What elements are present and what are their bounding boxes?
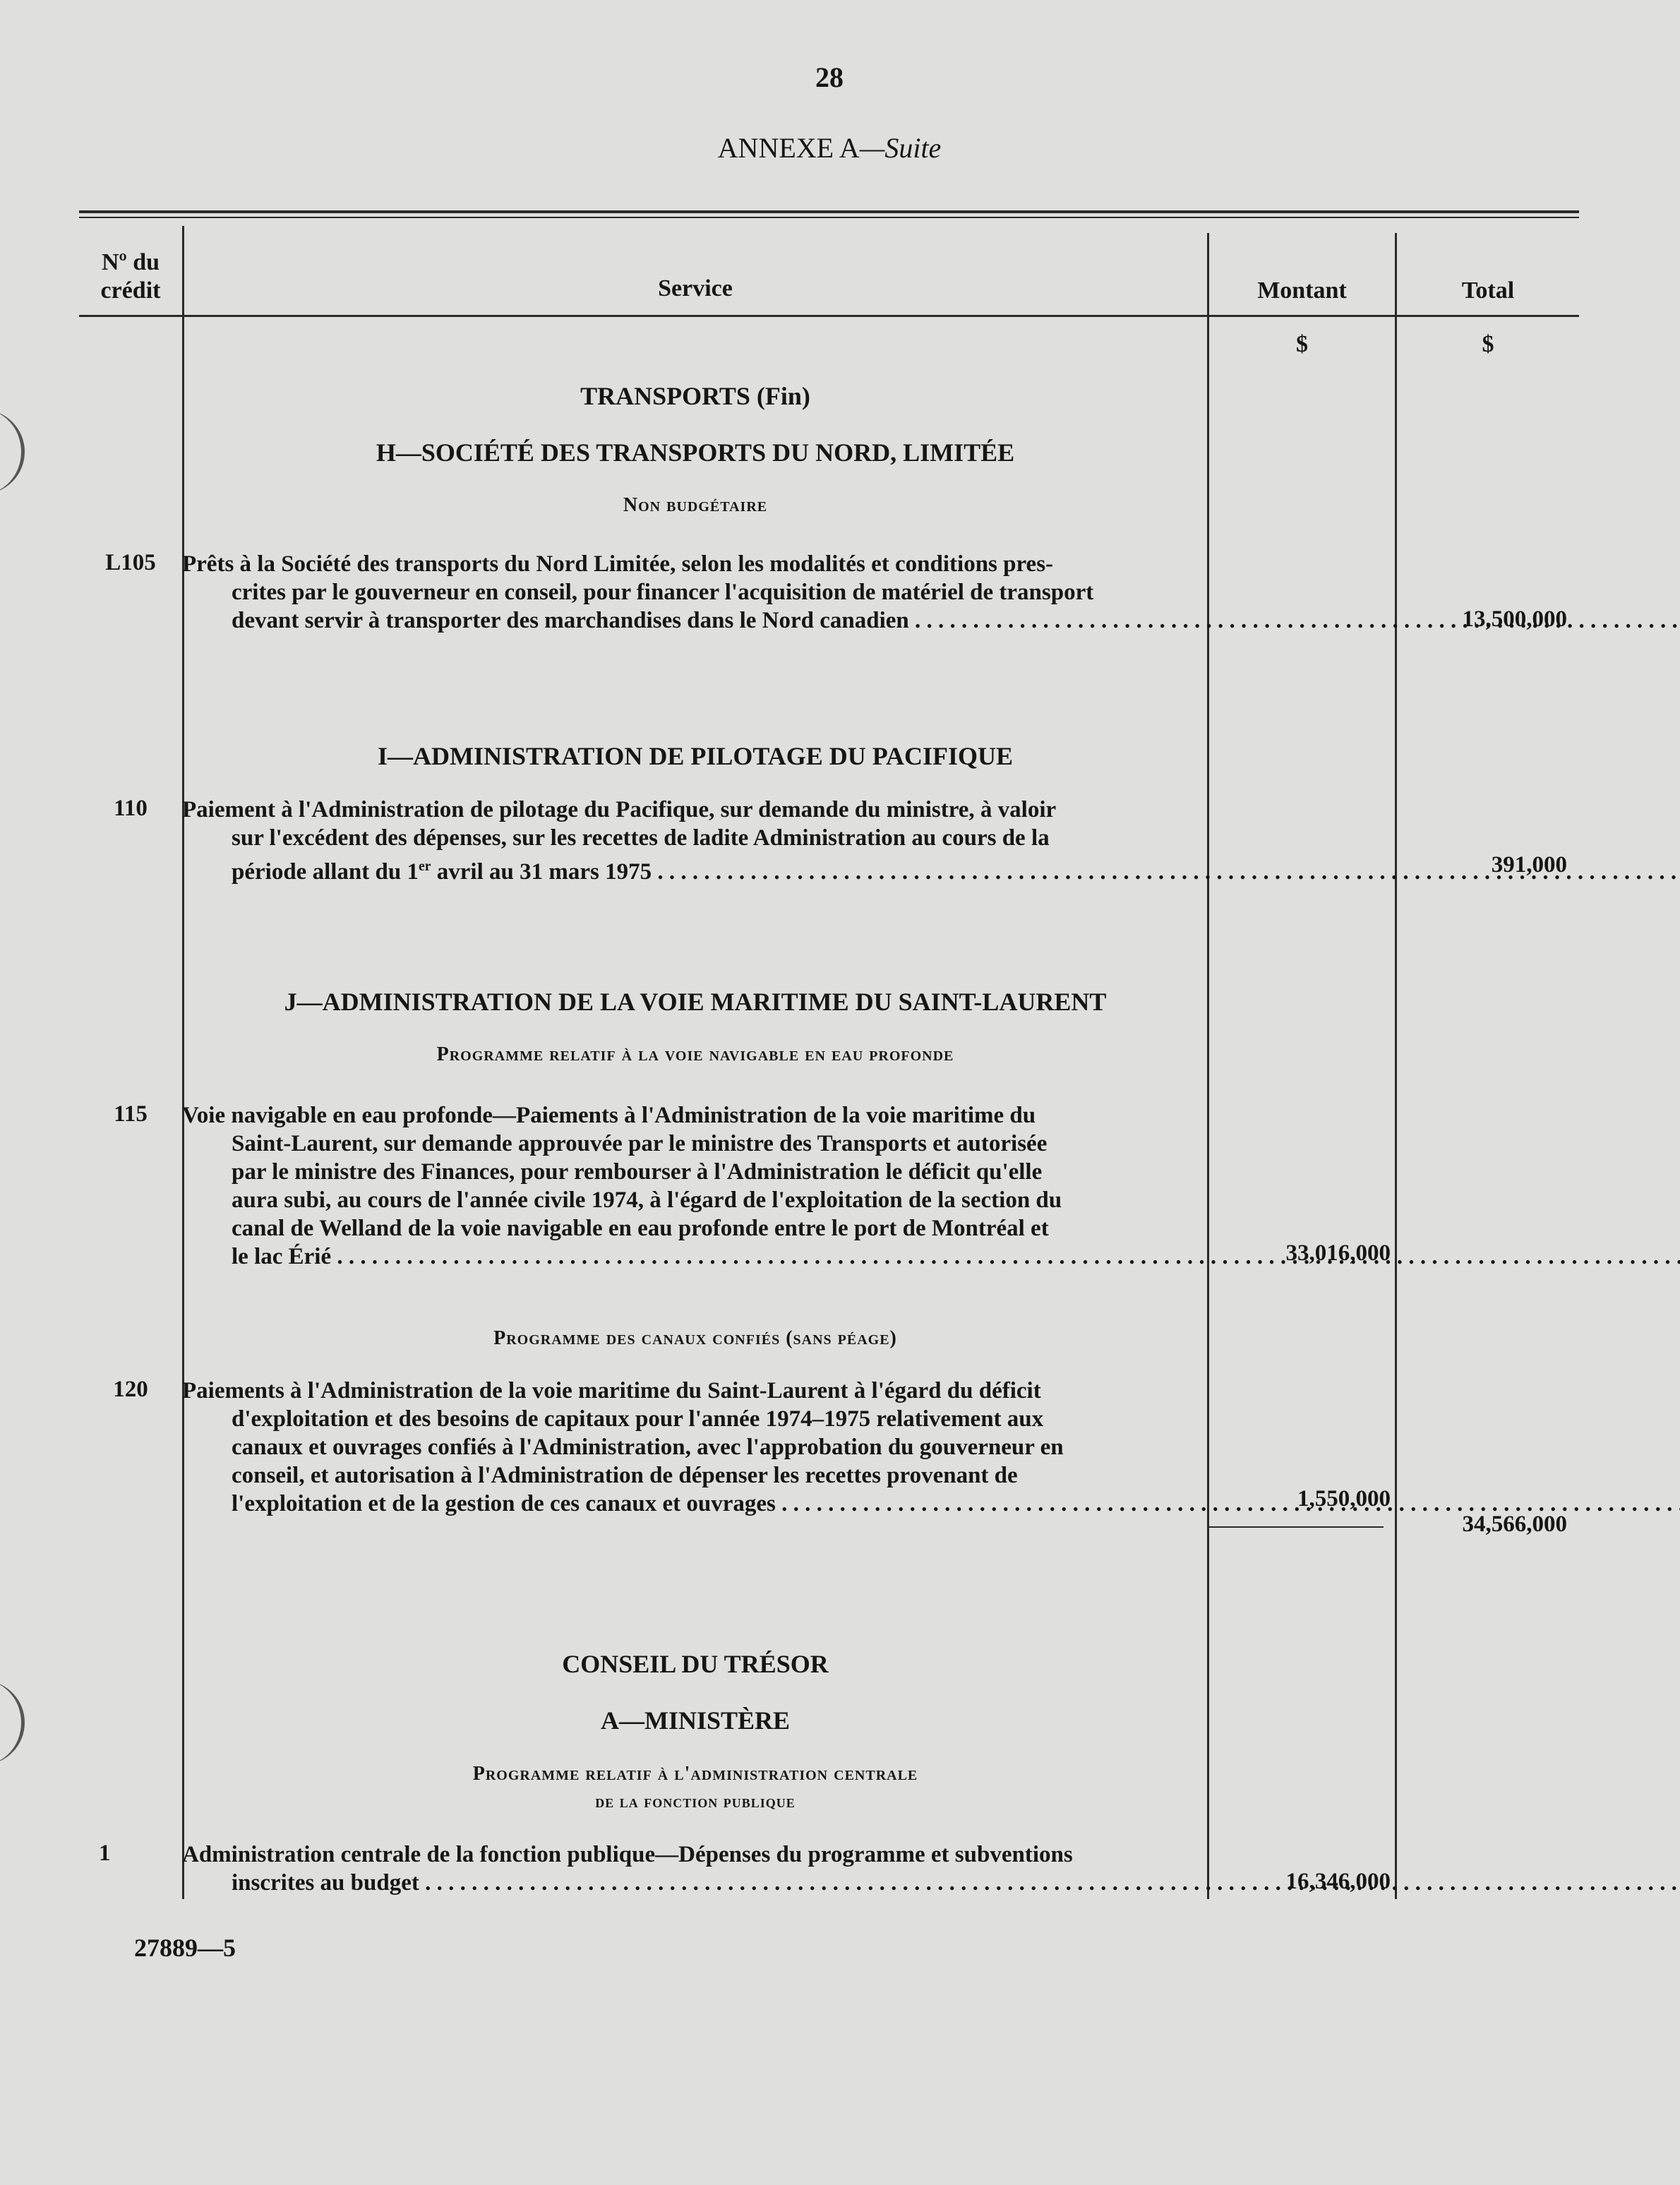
page-title: ANNEXE A—Suite xyxy=(717,132,942,164)
col-divider-total xyxy=(1395,233,1397,1899)
binder-hole-bottom xyxy=(0,1680,25,1765)
total-value: 13,500,000 xyxy=(1462,606,1567,632)
currency-total: $ xyxy=(1482,331,1494,357)
total-value: 391,000 xyxy=(1491,852,1567,878)
table-top-rule xyxy=(79,210,1579,213)
section-h-title: H—SOCIÉTÉ DES TRANSPORTS DU NORD, LIMITÉE xyxy=(376,438,1015,467)
section-j-title: J—ADMINISTRATION DE LA VOIE MARITIME DU SAINT-LAURENT xyxy=(284,988,1107,1016)
section-tresor-a: A—MINISTÈRE xyxy=(600,1706,791,1735)
section-h-sub: Non budgétaire xyxy=(623,494,768,516)
header-amount: Montant xyxy=(1257,277,1347,304)
header-bottom-rule xyxy=(79,315,1579,317)
section-i-title: I—ADMINISTRATION DE PILOTAGE DU PACIFIQUE xyxy=(377,742,1014,770)
vote-number: 1 xyxy=(99,1840,111,1866)
page-number: 28 xyxy=(815,61,844,93)
header-vote: Nº du crédit xyxy=(100,249,161,304)
col-divider-amount xyxy=(1207,233,1209,1899)
footer-code: 27889—5 xyxy=(134,1934,236,1962)
vote-number: 115 xyxy=(114,1101,148,1127)
item-text-120: Paiements à l'Administration de la voie maritime du Saint-Laurent à l'égard du déficit d'exploitation et des besoins de capitaux pour l'année 1974–1975 relativement aux canaux et ouvrages confiés à l'Administration, avec l'approbation du gouverneur en conseil, et autorisation à l'Administration de dépenser les recettes provenant de l'exploitation et de la gestion de ces canaux et ouvrages . . . xyxy=(182,1377,1199,1518)
vote-number: 120 xyxy=(113,1377,148,1402)
vote-number: 110 xyxy=(114,796,148,821)
item-text-110: Paiement à l'Administration de pilotage du Pacifique, sur demande du ministre, à valoir sur l'excédent des dépenses, sur les recettes de ladite Administration au cours de la période allant du 1er avril au 31 mars 1975 . . . xyxy=(182,796,1199,886)
subtotal-rule xyxy=(1207,1526,1384,1528)
total-value: 34,566,000 xyxy=(1462,1511,1567,1537)
binder-hole-top xyxy=(0,409,25,494)
section-transports: TRANSPORTS (Fin) xyxy=(580,382,810,410)
item-text-1: Administration centrale de la fonction publique—Dépenses du programme et subventions inscrites au budget . . . xyxy=(182,1840,1199,1897)
item-text-115: Voie navigable en eau profonde—Paiements à l'Administration de la voie maritime du Saint-Laurent, sur demande approuvée par le ministre des Transports et autorisée par le ministre des Finances, pour rembourser à l'Administration le déficit qu'elle aura subi, au cours de l'année civile 1974, à l'égard de l'exploitation de la section du canal de Welland de la voie navigable en eau profonde entre le port de Montréal et le lac Érié . . . xyxy=(182,1101,1199,1271)
section-j-sub1: Programme relatif à la voie navigable en eau profonde xyxy=(436,1043,954,1065)
vote-number: L105 xyxy=(105,550,156,575)
section-tresor-sub2: de la fonction publique xyxy=(595,1791,796,1812)
section-tresor: CONSEIL DU TRÉSOR xyxy=(562,1650,829,1678)
header-service: Service xyxy=(658,275,733,301)
amount-value: 1,550,000 xyxy=(1297,1486,1391,1511)
amount-value: 16,346,000 xyxy=(1285,1869,1391,1894)
amount-value: 33,016,000 xyxy=(1285,1240,1391,1266)
item-text-l105: Prêts à la Société des transports du Nord Limitée, selon les modalités et conditions pres- crites par le gouverneur en conseil, pour financer l'acquisition de matériel de transport devant servir à transporter des marchandises dans le Nord canadien . . . xyxy=(182,550,1199,635)
section-j-sub2: Programme des canaux confiés (sans péage) xyxy=(493,1327,897,1349)
section-tresor-sub1: Programme relatif à l'administration centrale xyxy=(472,1763,918,1785)
table-top-rule-inner xyxy=(79,217,1579,218)
header-total: Total xyxy=(1461,277,1515,304)
currency-amount: $ xyxy=(1296,331,1308,357)
